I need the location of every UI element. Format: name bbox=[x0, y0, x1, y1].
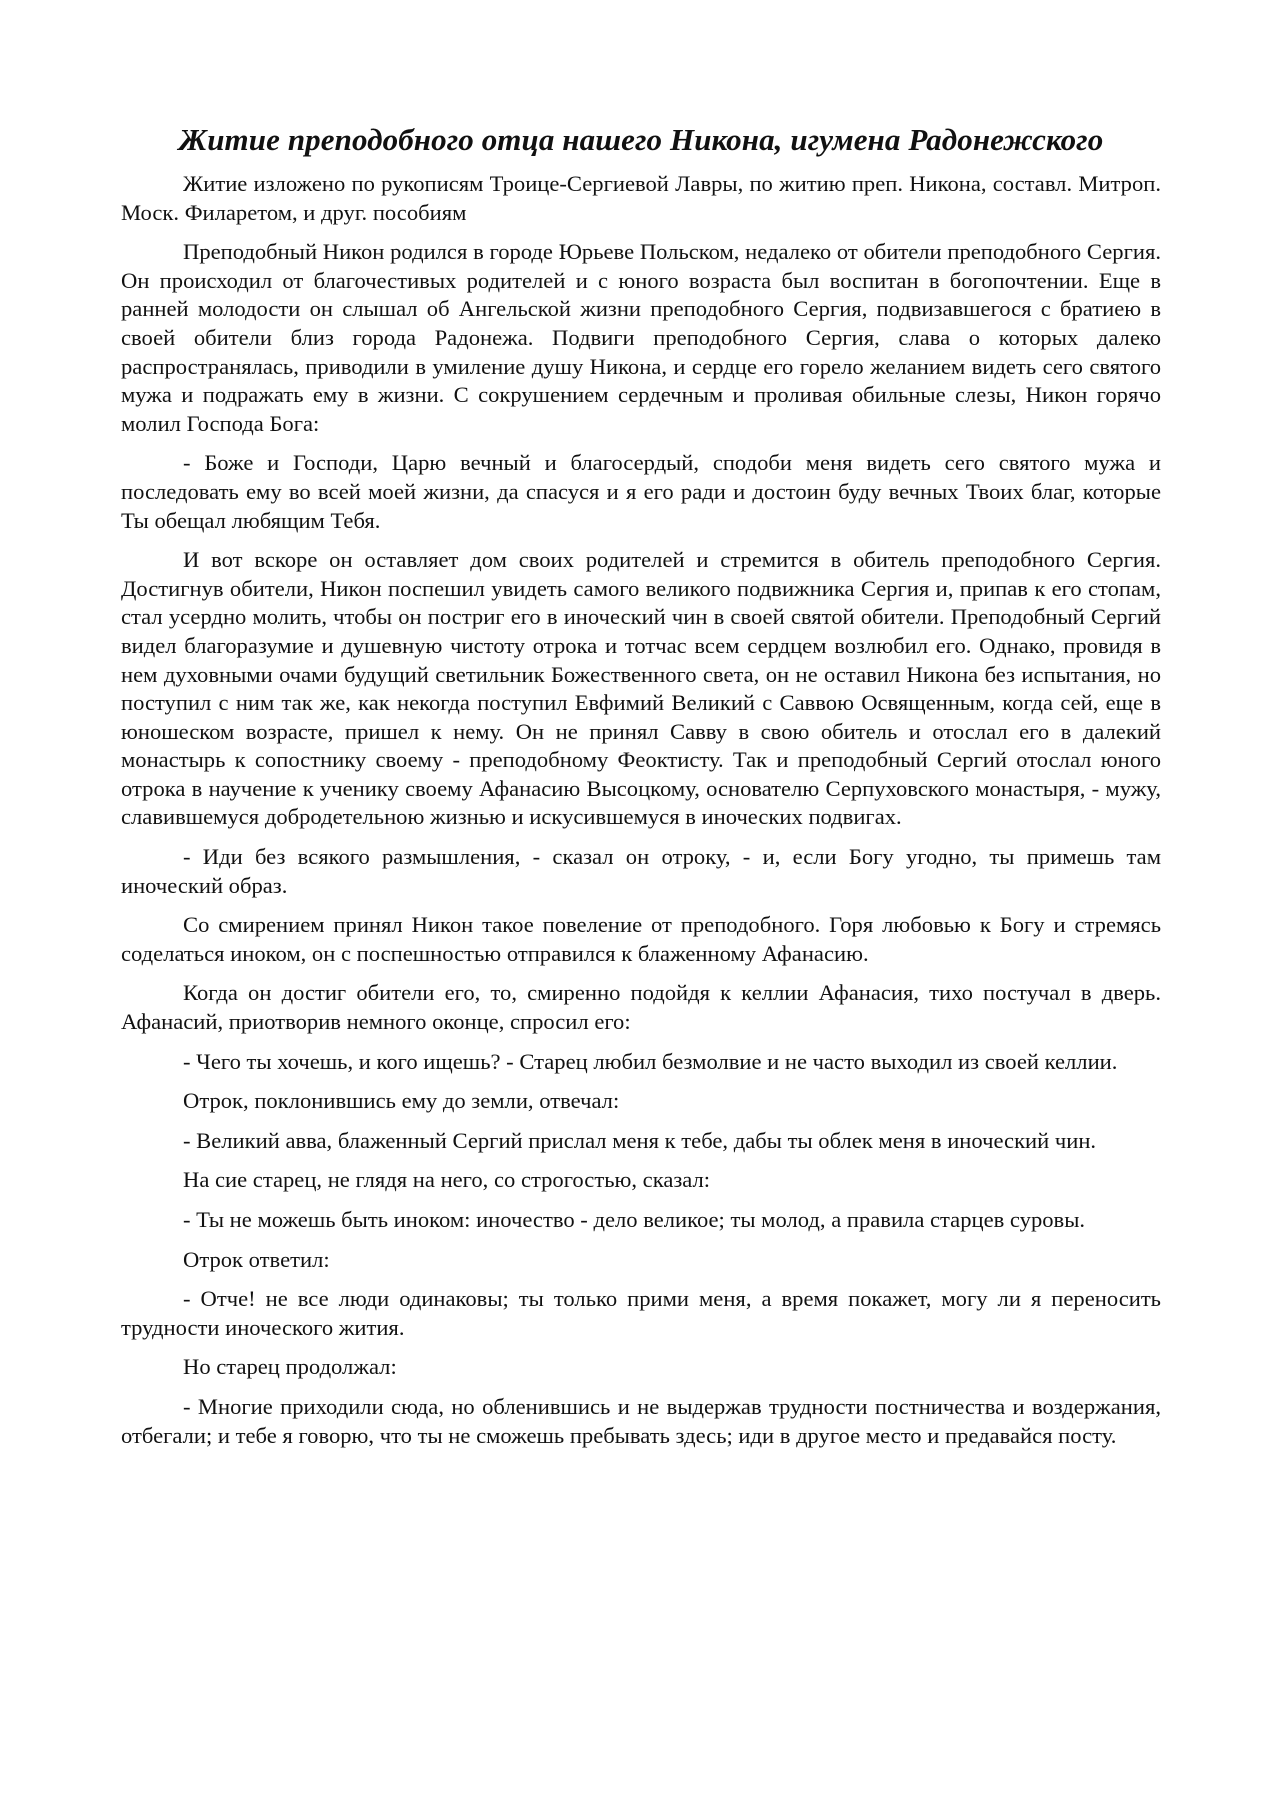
paragraph-intro-source: Житие изложено по рукописям Троице-Сергиевой Лавры, по житию преп. Никона, составл. Митроп. Моск. Филаретом, и друг. пособиям bbox=[121, 171, 1161, 225]
paragraph: И вот вскоре он оставляет дом своих родителей и стремится в обитель преподобного Сергия. Достигнув обители, Никон поспешил увидеть самого великого подвижника Сергия и, припав к его стопам, стал усердно молить, чтобы он постриг его в иноческий чин в своей святой обители. Преподобный Сергий видел благоразумие и душевную чистоту отрока и тотчас всем сердцем возлюбил его. Однако, провидя в нем духовными очами будущий светильник Божественного света, он не оставил Никона без испытания, но поступил с ним так же, как некогда поступил Евфимий Великий с Саввою Освященным, когда сей, еще в юношеском возрасте, пришел к нему. Он не принял Савву в свою обитель и отослал его в далекий монастырь к сопостнику своему - преподобному Феоктисту. Так и преподобный Сергий отослал юного отрока в научение к ученику своему Афанасию Высоцкому, основателю Серпуховского монастыря, - мужу, славившемуся добродетельною жизнью и искусившемуся в иноческих подвигах. bbox=[121, 547, 1161, 830]
paragraph-dialogue: - Чего ты хочешь, и кого ищешь? - Старец любил безмолвие и не часто выходил из своей келлии. bbox=[183, 1048, 1118, 1074]
paragraph: Но старец продолжал: bbox=[183, 1354, 397, 1380]
document-title: Житие преподобного отца нашего Никона, игумена Радонежского bbox=[178, 122, 1104, 157]
paragraph-dialogue: - Многие приходили сюда, но обленившись и не выдержав трудности постничества и воздержания, отбегали; и тебе я говорю, что ты не сможешь пребывать здесь; иди в другое место и предавайся посту. bbox=[121, 1393, 1161, 1448]
paragraph: Отрок ответил: bbox=[183, 1246, 330, 1272]
paragraph: Преподобный Никон родился в городе Юрьеве Польском, недалеко от обители преподобного Сергия. Он происходил от благочестивых родителей и с юного возраста был воспитан в богопочтении. Еще в ранней молодости он слышал об Ангельской жизни преподобного Сергия, подвизавшегося с братиею в своей обители близ города Радонежа. Подвиги преподобного Сергия, слава о которых далеко распространялась, приводили в умиление душу Никона, и сердце его горело желанием видеть сего святого мужа и подражать ему в жизни. С сокрушением сердечным и проливая обильные слезы, Никон горячо молил Господа Бога: bbox=[121, 239, 1161, 436]
paragraph-dialogue: - Иди без всякого размышления, - сказал он отроку, - и, если Богу угодно, ты примешь там иноческий образ. bbox=[121, 844, 1161, 898]
paragraph-prayer: - Боже и Господи, Царю вечный и благосердый, сподоби меня видеть сего святого мужа и последовать ему во всей моей жизни, да спасуся и я его ради и достоин буду вечных Твоих благ, которые Ты обещал любящим Тебя. bbox=[121, 450, 1161, 533]
paragraph-dialogue: - Отче! не все люди одинаковы; ты только прими меня, а время покажет, могу ли я переносить трудности иноческого жития. bbox=[121, 1286, 1161, 1340]
paragraph-dialogue: - Ты не можешь быть иноком: иночество - дело великое; ты молод, а правила старцев суровы. bbox=[183, 1207, 1086, 1232]
paragraph: Когда он достиг обители его, то, смиренно подойдя к келлии Афанасия, тихо постучал в дверь. Афанасий, приотворив немного оконце, спросил его: bbox=[121, 980, 1161, 1035]
paragraph: Отрок, поклонившись ему до земли, отвечал: bbox=[183, 1088, 620, 1114]
paragraph: На сие старец, не глядя на него, со строгостью, сказал: bbox=[183, 1167, 711, 1193]
document-page bbox=[121, 120, 1161, 1461]
paragraph-dialogue: - Великий авва, блаженный Сергий прислал меня к тебе, дабы ты облек меня в иноческий чин. bbox=[183, 1127, 1097, 1153]
paragraph: Со смирением принял Никон такое повеление от преподобного. Горя любовью к Богу и стремясь соделаться иноком, он с поспешностью отправился к блаженному Афанасию. bbox=[121, 912, 1161, 966]
